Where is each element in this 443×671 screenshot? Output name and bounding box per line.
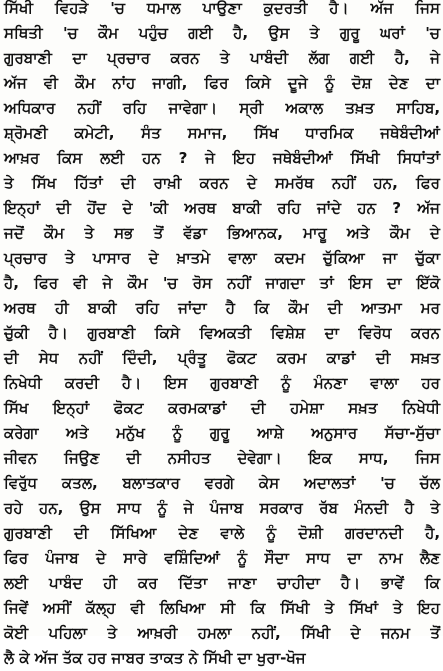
article-line-10: ਜਦੋਂ ਕੌਮ ਤੇ ਸਭ ਤੋਂ ਵੱਡਾ ਭਿਆਨਕ, ਮਾਰੂ ਅਤੇ ਕੌਮ ਦੇ — [4, 224, 440, 242]
article-line-17: ਸਿੱਖ ਇਨ੍ਹਾਂ ਫੋਕਟ ਕਰਮਕਾਡਾਂ ਦੀ ਹਮੇਸ਼ਾ ਸਖ਼ਤ ਨਿਖੇਧੀ — [4, 399, 440, 417]
article-line-16: ਨਿਖੇਧੀ ਕਰਦੀ ਹੈ। ਇਸ ਗੁਰਬਾਣੀ ਨੂੰ ਮੰਨਣਾ ਵਾਲਾ ਹਰ — [4, 374, 440, 392]
article-line-20: ਵਿਰੁੱਧ ਕਤਲ, ਬਲਾਤਕਾਰ ਵਰਗੇ ਕੇਸ ਅਦਾਲਤਾਂ 'ਚ ਚੱਲ — [4, 474, 440, 492]
article-line-27: ਲੈ ਕੇ ਅੱਜ ਤੱਕ ਹਰ ਜਾਬਰ ਤਾਕਤ ਨੇ ਸਿੱਖੀ ਦਾ ਖੁਰਾ-ਖੋਜ — [4, 649, 306, 667]
article-line-22: ਗੁਰਬਾਣੀ ਦੀ ਸਿੱਖਿਆ ਦੇਣ ਵਾਲੇ ਨੂੰ ਦੋਸ਼ੀ ਗਰਦਾਨਦੀ ਹੈ, — [4, 524, 440, 542]
article-text-column — [4, 0, 440, 667]
article-line-6: ਸ਼੍ਰੋਮਣੀ ਕਮੇਟੀ, ਸੰਤ ਸਮਾਜ, ਸਿੱਖ ਧਾਰਮਿਕ ਜਥੇਬੰਦੀਆਂ — [4, 124, 440, 142]
article-line-8: ਤੇ ਸਿੱਖ ਹਿੱਤਾਂ ਦੀ ਰਾਖ਼ੀ ਕਰਨ ਦੇ ਸਮਰੱਥ ਨਹੀਂ ਹਨ, ਫਿਰ — [4, 174, 440, 192]
article-line-12: ਹੈ, ਫਿਰ ਵੀ ਜੇ ਕੌਮ 'ਚ ਰੋਸ ਨਹੀਂ ਜਾਗਦਾ ਤਾਂ ਇਸ ਦਾ ਇੱਕੋ — [4, 274, 440, 292]
article-line-7: ਆਖ਼ਰ ਕਿਸ ਲਈ ਹਨ ? ਜੇ ਇਹ ਜਥੇਬੰਦੀਆਂ ਸਿੱਖੀ ਸਿਧਾਂਤਾਂ — [4, 149, 440, 167]
article-line-4: ਅੱਜ ਵੀ ਕੌਮ ਨਾਂਹ ਜਾਗੀ, ਫਿਰ ਕਿਸੇ ਦੂਜੇ ਨੂੰ ਦੋਸ਼ ਦੇਣ ਦਾ — [4, 74, 440, 92]
article-line-23: ਫਿਰ ਪੰਜਾਬ ਦੇ ਸਾਰੇ ਵਸ਼ਿੰਦਿਆਂ ਨੂੰ ਸੌਦਾ ਸਾਧ ਦਾ ਨਾਮ ਲੈਣ — [4, 549, 440, 567]
article-line-2: ਸਥਿਤੀ 'ਚ ਕੌਮ ਪਹੁੰਚ ਗਈ ਹੈ, ਉਸ ਤੇ ਗੁਰੂ ਘਰਾਂ 'ਚ — [4, 24, 440, 42]
article-line-24: ਲਈ ਪਾਬੰਦ ਹੀ ਕਰ ਦਿੱਤਾ ਜਾਣਾ ਚਾਹੀਦਾ ਹੈ। ਭਾਵੇਂ ਕਿ — [4, 574, 440, 592]
article-line-19: ਜੀਵਨ ਜਿਉਣ ਦੀ ਨਸੀਹਤ ਦੇਵੇਗਾ। ਇਕ ਸਾਧ, ਜਿਸ — [4, 449, 440, 467]
article-line-25: ਜਿਵੇਂ ਅਸੀਂ ਕੱਲ੍ਹ ਵੀ ਲਿਖਿਆ ਸੀ ਕਿ ਸਿੱਖੀ ਤੇ ਸਿੱਖਾਂ ਤੇ ਇਹ — [4, 599, 440, 617]
article-line-18: ਕਰੇਗਾ ਅਤੇ ਮਨੁੱਖ ਨੂੰ ਗੁਰੂ ਆਸ਼ੇ ਅਨੁਸਾਰ ਸੱਚਾ-ਸੁੱਚਾ — [4, 424, 440, 442]
article-line-9: ਇਨ੍ਹਾਂ ਦੀ ਹੋਂਦ ਦੇ 'ਕੀ ਅਰਥ ਬਾਕੀ ਰਹਿ ਜਾਂਦੇ ਹਨ ? ਅੱਜ — [4, 199, 440, 217]
article-line-11: ਪ੍ਰਚਾਰ ਤੇ ਪਾਸਾਰ ਦੇ ਖ਼ਾਤਮੇ ਵਾਲਾ ਕਦਮ ਚੁੱਕਿਆ ਜਾ ਚੁੱਕਾ — [4, 249, 440, 267]
article-line-5: ਅਧਿਕਾਰ ਨਹੀਂ ਰਹਿ ਜਾਵੇਗਾ। ਸ੍ਰੀ ਅਕਾਲ ਤਖ਼ਤ ਸਾਹਿਬ, — [4, 99, 440, 117]
article-line-21: ਰਹੇ ਹਨ, ਉਸ ਸਾਧ ਨੂੰ ਜੇ ਪੰਜਾਬ ਸਰਕਾਰ ਰੱਬ ਮੰਨਦੀ ਹੈ ਤੇ — [4, 499, 440, 517]
article-line-13: ਅਰਥ ਹੀ ਬਾਕੀ ਰਹਿ ਜਾਂਦਾ ਹੈ ਕਿ ਕੌਮ ਦੀ ਆਤਮਾ ਮਰ — [4, 299, 440, 317]
article-line-3: ਗੁਰਬਾਣੀ ਦਾ ਪ੍ਰਚਾਰ ਕਰਨ ਤੇ ਪਾਬੰਦੀ ਲੱਗ ਗਈ ਹੈ, ਜੇ — [4, 49, 440, 67]
article-line-1: ਸਿੱਖੀ ਵਿਹੜੇ 'ਚ ਧਮਾਲ ਪਾਉਣਾ ਕੁਦਰਤੀ ਹੈ। ਅੱਜ ਜਿਸ — [4, 0, 440, 17]
article-line-26: ਕੋਈ ਪਹਿਲਾ ਤੇ ਆਖ਼ਰੀ ਹਮਲਾ ਨਹੀਂ, ਸਿੱਖੀ ਦੇ ਜਨਮ ਤੋਂ — [4, 624, 440, 642]
article-line-15: ਦੀ ਸੇਧ ਨਹੀਂ ਦਿੰਦੀ, ਪ੍ਰੰਤੂ ਫੋਕਟ ਕਰਮ ਕਾਡਾਂ ਦੀ ਸਖ਼ਤ — [4, 349, 440, 367]
article-line-14: ਚੁੱਕੀ ਹੈ। ਗੁਰਬਾਣੀ ਕਿਸੇ ਵਿਅਕਤੀ ਵਿਸ਼ੇਸ਼ ਦਾ ਵਿਰੋਧ ਕਰਨ — [4, 324, 440, 342]
